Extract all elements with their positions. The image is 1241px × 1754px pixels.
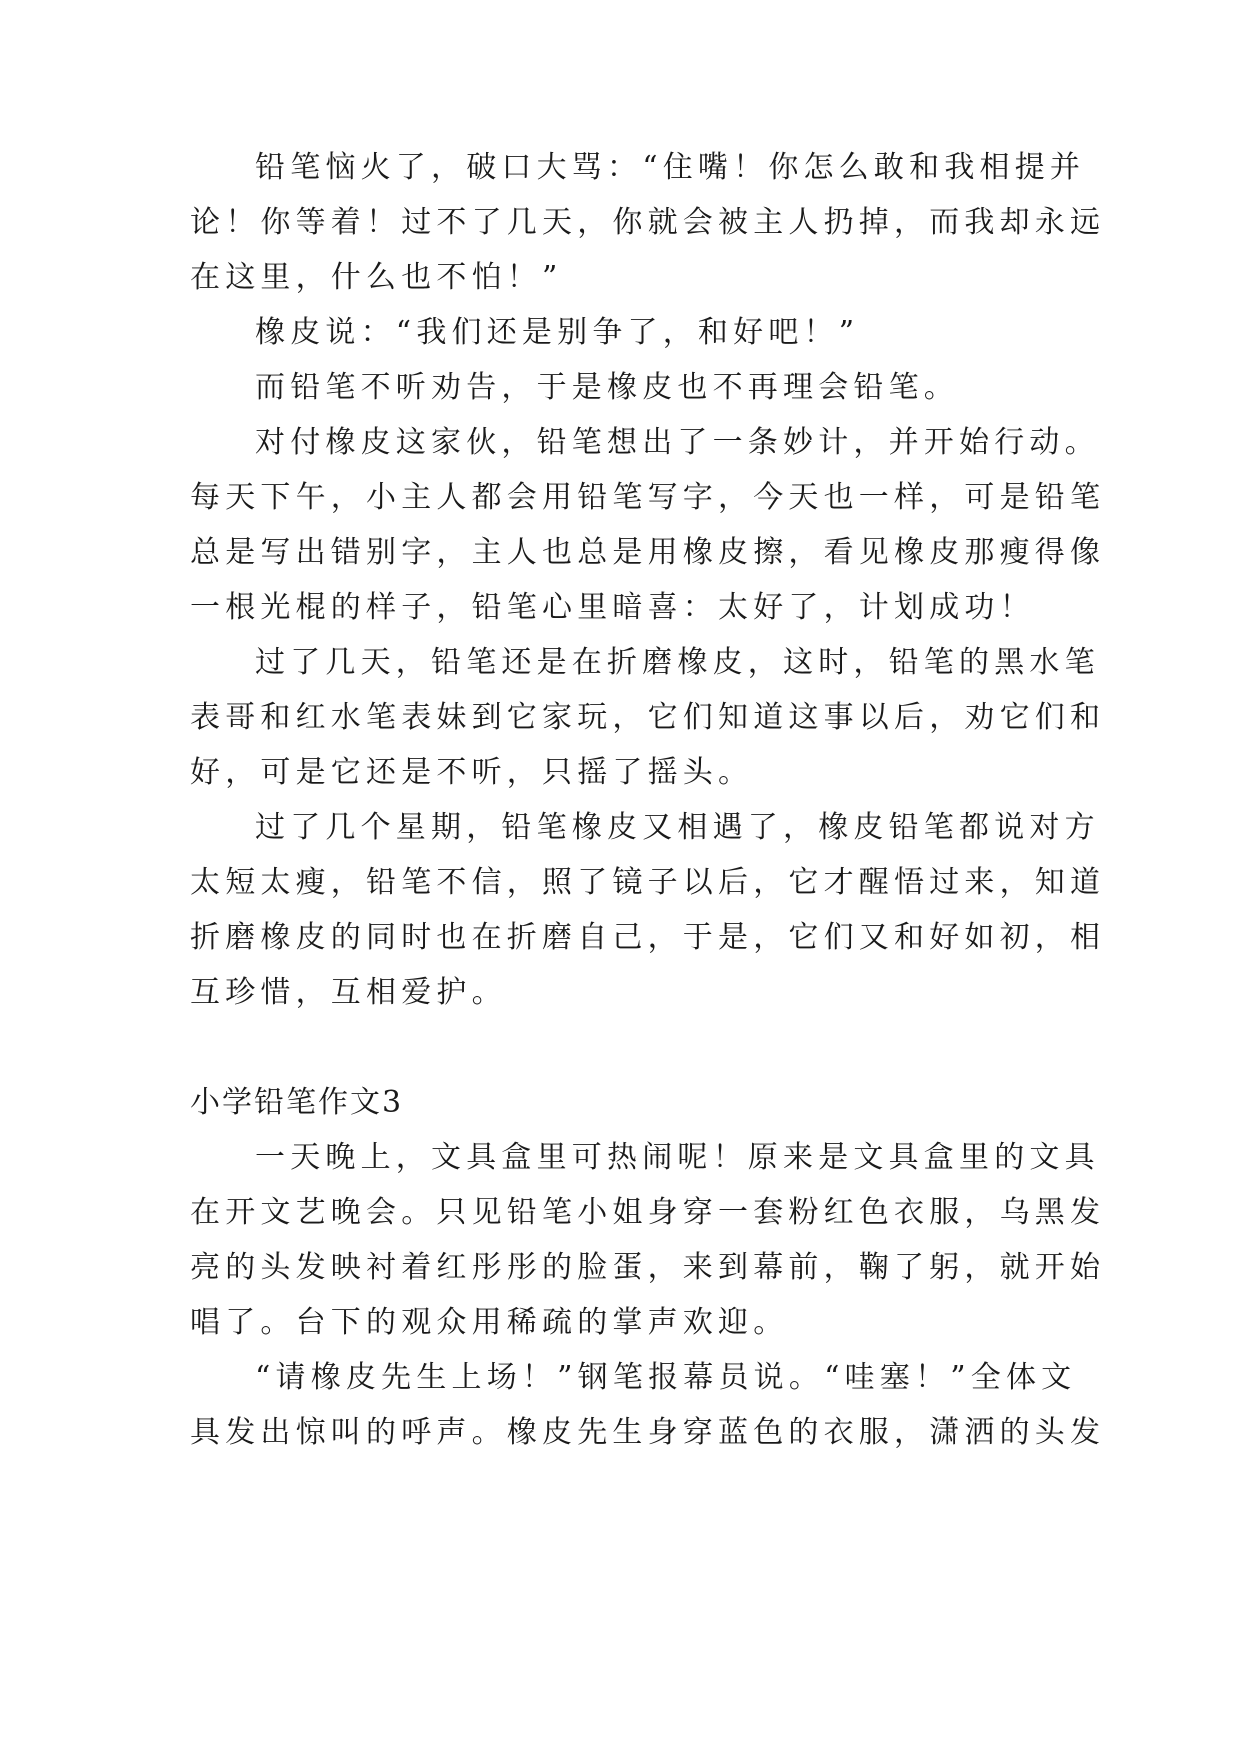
paragraph-line: 论！你等着！过不了几天，你就会被主人扔掉，而我却永远 bbox=[190, 205, 1106, 240]
paragraph-line: 亮的头发映衬着红彤彤的脸蛋，来到幕前，鞠了躬，就开始 bbox=[190, 1250, 1106, 1285]
paragraph-line: 总是写出错别字，主人也总是用橡皮擦，看见橡皮那瘦得像 bbox=[190, 535, 1106, 570]
section-heading: 小学铅笔作文3 bbox=[190, 1085, 404, 1120]
paragraph-line: 互珍惜，互相爱护。 bbox=[190, 975, 507, 1010]
paragraph-line: 在这里，什么也不怕！” bbox=[190, 260, 563, 295]
paragraph-line: 一天晚上，文具盒里可热闹呢！原来是文具盒里的文具 bbox=[255, 1140, 1100, 1175]
paragraph-line: 唱了。台下的观众用稀疏的掌声欢迎。 bbox=[190, 1305, 789, 1340]
paragraph-line: 在开文艺晚会。只见铅笔小姐身穿一套粉红色衣服，乌黑发 bbox=[190, 1195, 1106, 1230]
paragraph-line: 具发出惊叫的呼声。橡皮先生身穿蓝色的衣服，潇洒的头发 bbox=[190, 1415, 1106, 1450]
paragraph-line: “请橡皮先生上场！”钢笔报幕员说。“哇塞！”全体文 bbox=[255, 1360, 1077, 1395]
paragraph-line: 好，可是它还是不听，只摇了摇头。 bbox=[190, 755, 754, 790]
paragraph-line: 表哥和红水笔表妹到它家玩，它们知道这事以后，劝它们和 bbox=[190, 700, 1106, 735]
paragraph-line: 而铅笔不听劝告，于是橡皮也不再理会铅笔。 bbox=[255, 370, 959, 405]
paragraph-line: 橡皮说：“我们还是别争了，和好吧！” bbox=[255, 315, 860, 350]
paragraph-line: 太短太瘦，铅笔不信，照了镜子以后，它才醒悟过来，知道 bbox=[190, 865, 1106, 900]
paragraph-line: 折磨橡皮的同时也在折磨自己，于是，它们又和好如初，相 bbox=[190, 920, 1106, 955]
paragraph-line: 对付橡皮这家伙，铅笔想出了一条妙计，并开始行动。 bbox=[255, 425, 1100, 460]
paragraph-line: 过了几天，铅笔还是在折磨橡皮，这时，铅笔的黑水笔 bbox=[255, 645, 1100, 680]
paragraph-line: 一根光棍的样子，铅笔心里暗喜：太好了，计划成功！ bbox=[190, 590, 1035, 625]
paragraph-line: 过了几个星期，铅笔橡皮又相遇了，橡皮铅笔都说对方 bbox=[255, 810, 1100, 845]
paragraph-line: 每天下午，小主人都会用铅笔写字，今天也一样，可是铅笔 bbox=[190, 480, 1106, 515]
paragraph-line: 铅笔恼火了，破口大骂：“住嘴！你怎么敢和我相提并 bbox=[255, 150, 1086, 185]
